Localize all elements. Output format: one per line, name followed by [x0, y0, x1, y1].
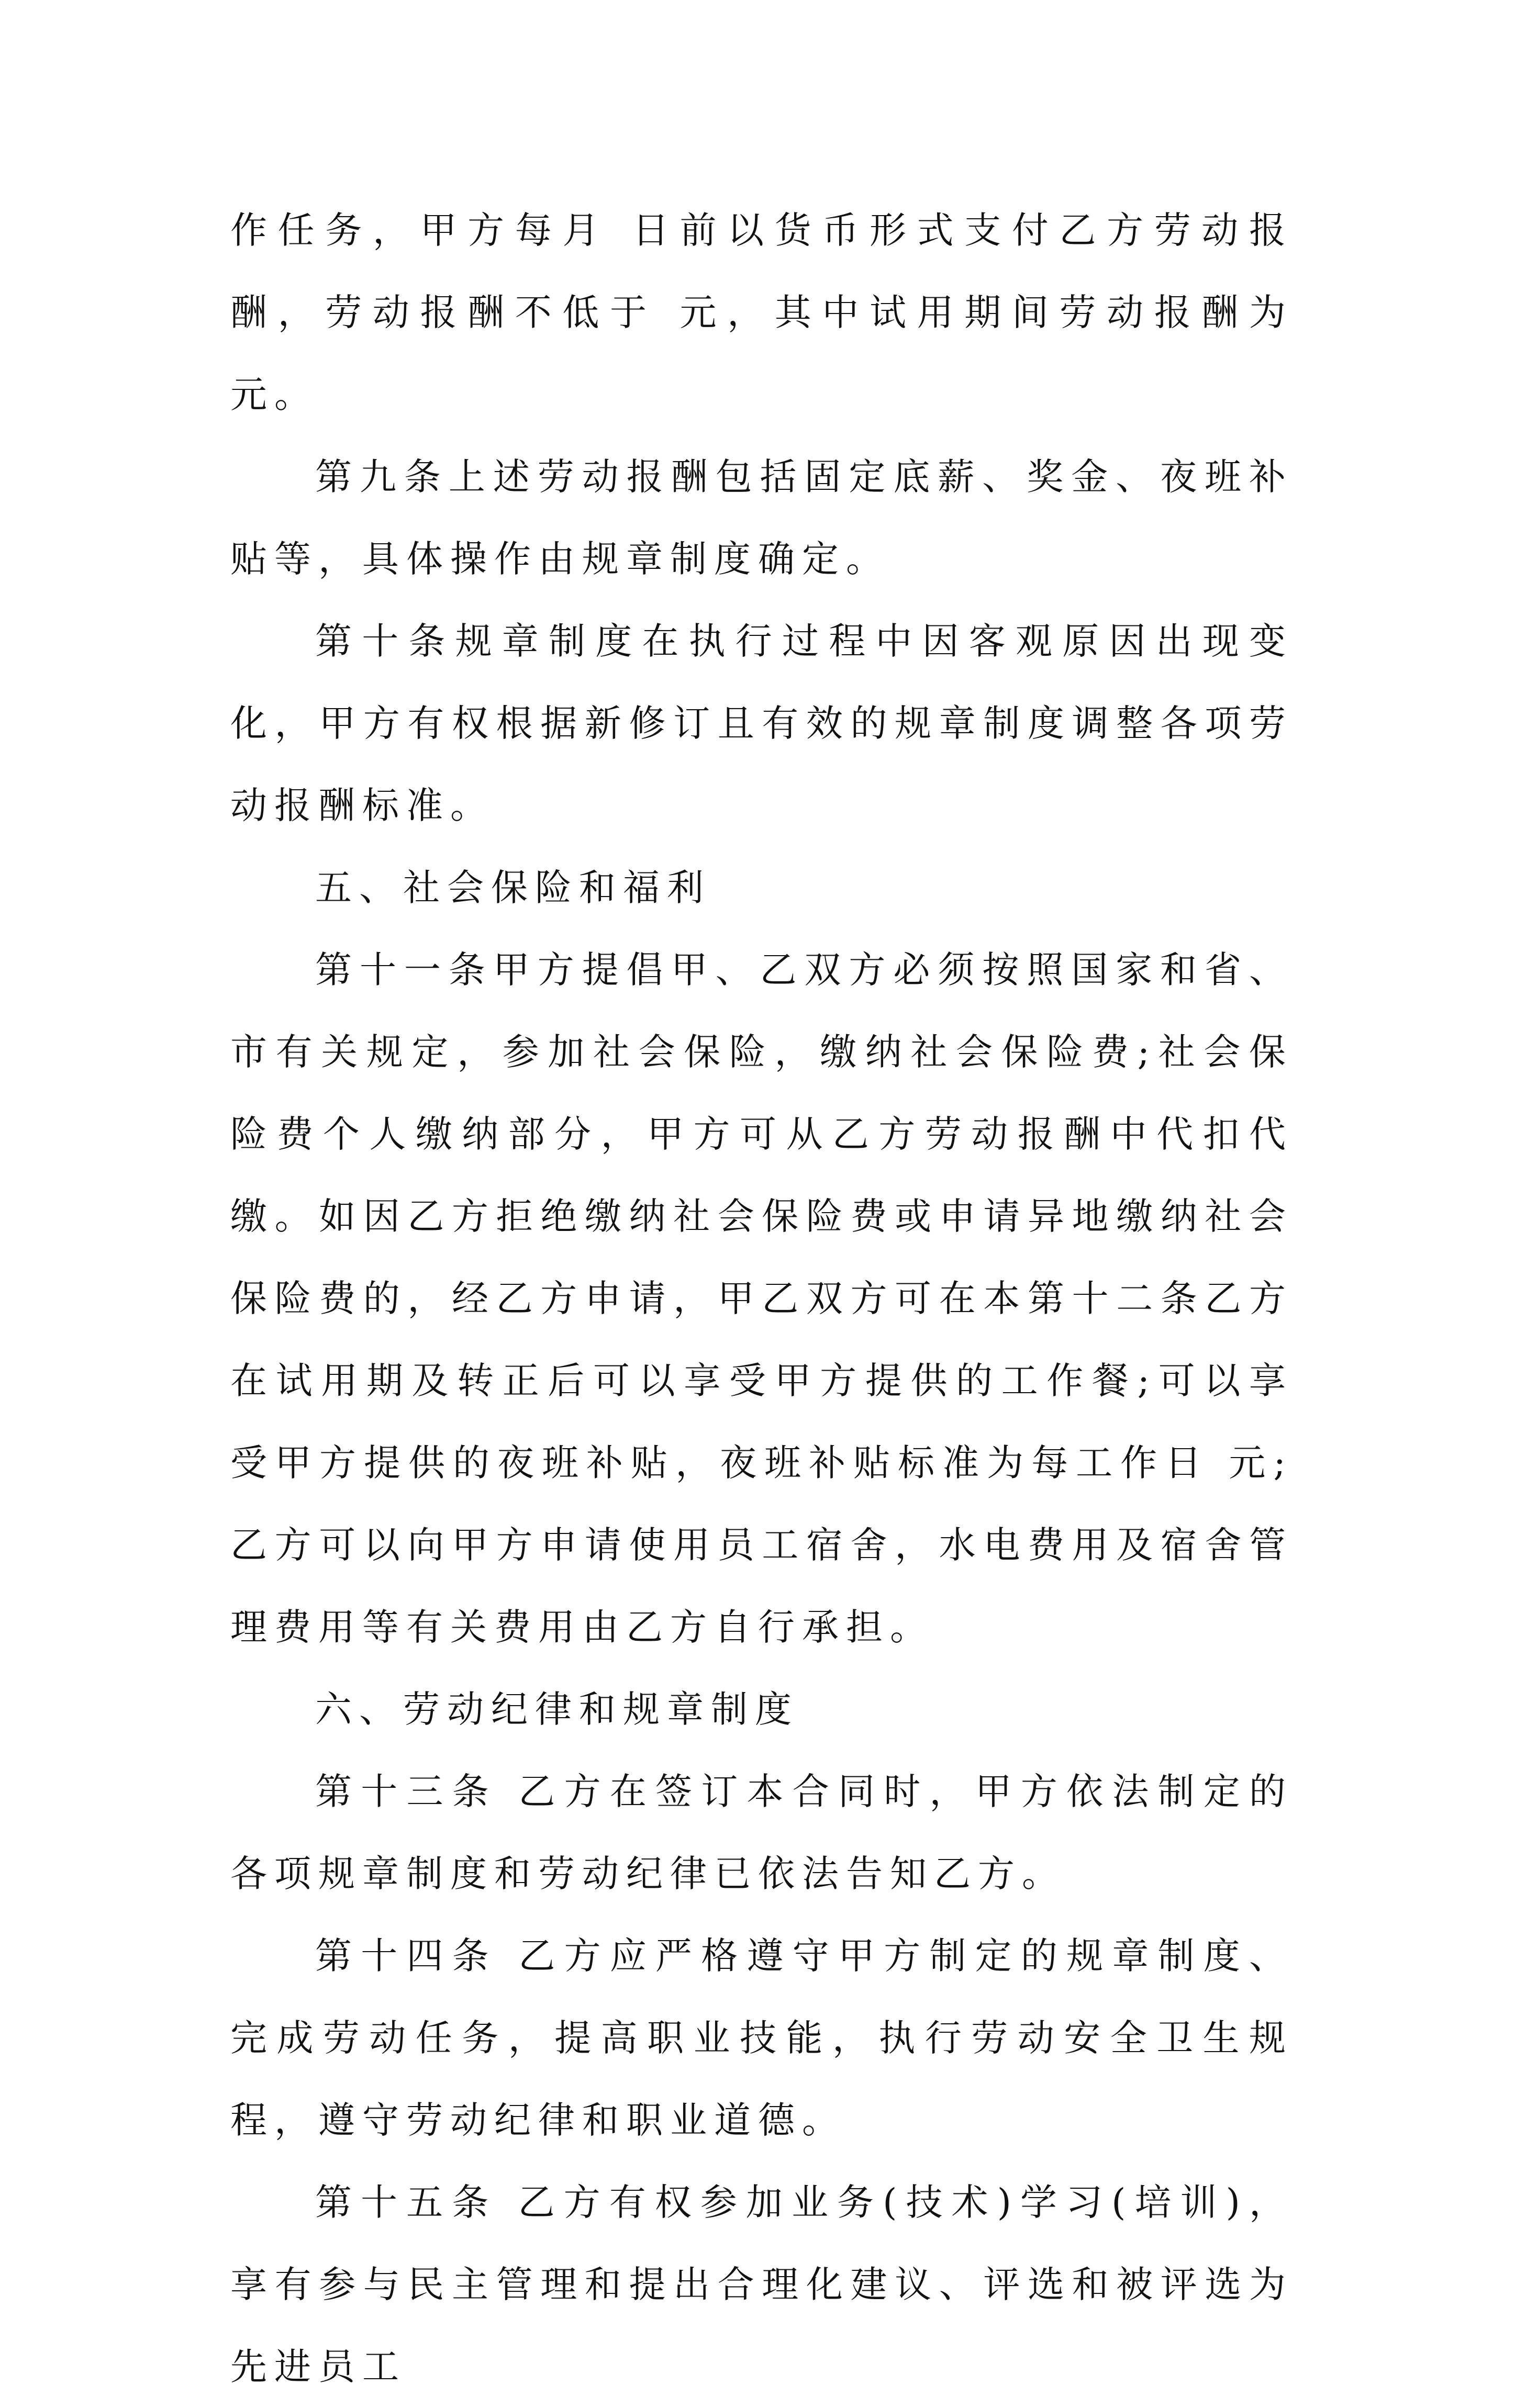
paragraph-article-15: 第十五条 乙方有权参加业务(技术)学习(培训)，享有参与民主管理和提出合理化建议、评选和被评选为先进员工: [230, 2181, 1293, 2388]
paragraph-article-9: 第九条上述劳动报酬包括固定底薪、奖金、夜班补贴等，具体操作由规章制度确定。: [230, 455, 1293, 580]
section-heading-social-insurance: 五、社会保险和福利: [315, 866, 711, 909]
paragraph-article-11: 第十一条甲方提倡甲、乙双方必须按照国家和省、市有关规定，参加社会保险，缴纳社会保险费;社会保险费个人缴纳部分，甲方可从乙方劳动报酬中代扣代缴。如因乙方拒绝缴纳社会保险费或申请异地缴纳社会保险费的，经乙方申请，甲乙双方可在本第十二条乙方在试用期及转正后可以享受甲方提供的工作餐;可以享受甲方提供的夜班补贴，夜班补贴标准为每工作日 元;乙方可以向甲方申请使用员工宿舍，水电费用及宿舍管理费用等有关费用由乙方自行承担。: [230, 948, 1293, 1649]
paragraph-article-13: 第十三条 乙方在签订本合同时，甲方依法制定的各项规章制度和劳动纪律已依法告知乙方。: [230, 1770, 1293, 1895]
paragraph-article-10: 第十条规章制度在执行过程中因客观原因出现变化，甲方有权根据新修订且有效的规章制度调整各项劳动报酬标准。: [230, 620, 1293, 827]
section-heading-labor-discipline: 六、劳动纪律和规章制度: [315, 1688, 799, 1731]
paragraph-article-14: 第十四条 乙方应严格遵守甲方制定的规章制度、完成劳动任务，提高职业技能，执行劳动安全卫生规程，遵守劳动纪律和职业道德。: [230, 1934, 1293, 2142]
paragraph-1: 作任务，甲方每月 日前以货币形式支付乙方劳动报酬，劳动报酬不低于 元，其中试用期间劳动报酬为 元。: [230, 209, 1293, 416]
document-body: [230, 189, 1293, 2408]
